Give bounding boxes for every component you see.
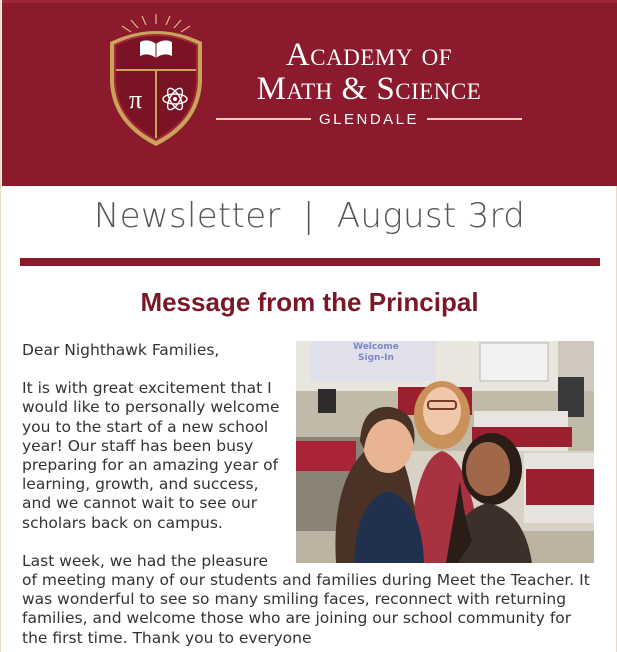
- section-divider: [20, 258, 600, 266]
- letter-body: [22, 341, 594, 652]
- newsletter-title: Newsletter | August 3rd: [93, 196, 526, 236]
- staff-photo-image: [296, 341, 594, 563]
- school-name-line1: Academy of: [285, 37, 453, 73]
- letter-paragraph-1: It is with great excitement that I would like to personally welcome you to the start of a new school year! Our staff has been busy preparing for an amazing year of learning, growth, and success, and we cannot wait to see our scholars back on campus.: [22, 379, 280, 532]
- header-banner: [2, 0, 617, 186]
- academy-shield-logo-icon: [102, 12, 210, 150]
- campus-row: [208, 108, 530, 130]
- school-name: [208, 38, 530, 130]
- campus-rule-left: [216, 118, 311, 120]
- section-heading: Message from the Principal: [140, 287, 479, 317]
- campus-rule-right: [427, 118, 522, 120]
- photo-screen-text: Welcome Sign-In: [353, 342, 399, 363]
- staff-photo: [296, 341, 594, 563]
- svg-text:π: π: [129, 85, 143, 114]
- letter-greeting: Dear Nighthawk Families,: [22, 341, 220, 359]
- letter-paragraph-2: Last week, we had the pleasure of meeting many of our students and families during Meet the Teacher. It was wonderful to see so many smiling faces, reconnect with returning families, and welcome those who are joining our school community for the first time. Thank you to everyone: [22, 551, 590, 647]
- campus-name: GLENDALE: [318, 110, 420, 128]
- school-name-line2: Math & Science: [256, 71, 482, 107]
